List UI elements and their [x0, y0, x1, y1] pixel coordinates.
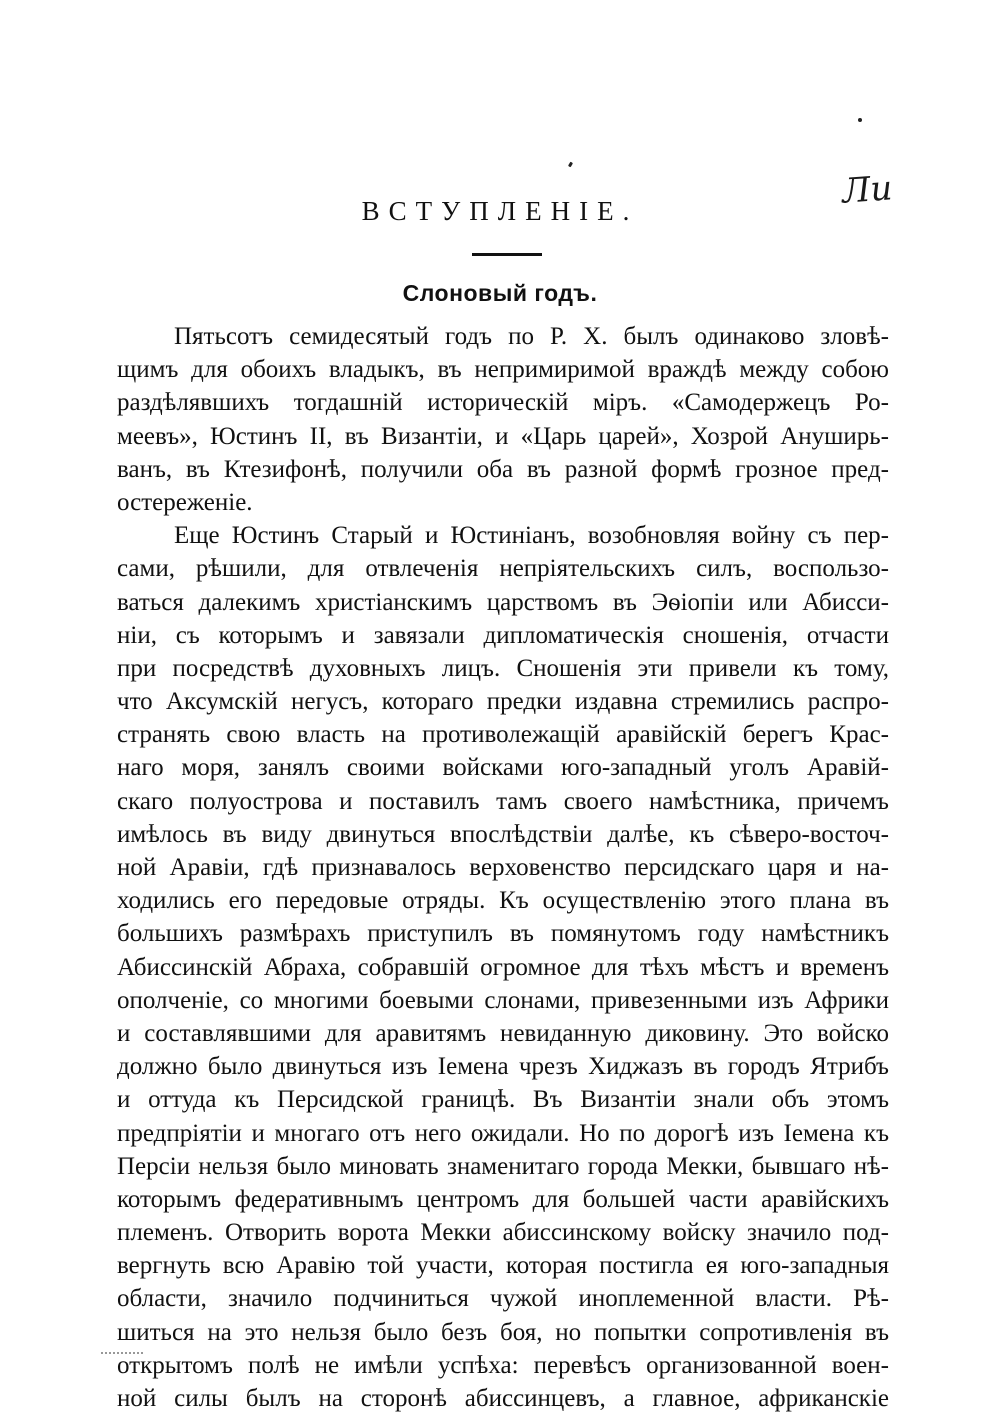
text-line: ванъ, въ Ктезифонѣ, получили оба въ разной формѣ грозное пред- — [117, 455, 889, 483]
text-line: и составлявшими для аравитямъ невиданную диковину. Это войско — [117, 1019, 889, 1047]
text-line: ваться далекимъ христіанскимъ царствомъ въ Эѳіопіи или Абисси- — [117, 588, 889, 616]
text-line: племенъ. Отворить ворота Мекки абиссинскому войску значило под- — [117, 1219, 889, 1247]
text-line: которымъ федеративнымъ центромъ для большей части аравійскихъ — [117, 1185, 889, 1213]
text-line: открытомъ полѣ не имѣли успѣха: перевѣсъ организованной воен- — [117, 1351, 889, 1379]
text-line: странять свою власть на противолежащій аравійскій берегъ Крас- — [117, 721, 889, 749]
handwritten-note: Ли — [840, 168, 894, 212]
text-line: предпріятіи и многаго отъ него ожидали. Но по дорогѣ изъ Іемена къ — [117, 1119, 889, 1147]
text-line: щимъ для обоихъ владыкъ, въ непримиримой враждѣ между собою — [117, 356, 889, 384]
text-line: шиться на это нельзя было безъ боя, но попытки сопротивленія въ — [117, 1318, 889, 1346]
scan-smudge — [101, 1352, 143, 1358]
text-line: ходились его передовые отряды. Къ осуществленію этого плана въ — [117, 887, 889, 915]
text-line: меевъ», Юстинъ II, въ Византіи, и «Царь царей», Хозрой Ануширь- — [117, 422, 889, 450]
text-line: скаго полуострова и поставилъ тамъ своего намѣстника, причемъ — [117, 787, 889, 815]
text-line: должно было двинуться изъ Іемена чрезъ Хиджазъ въ городъ Ятрибъ — [117, 1053, 889, 1081]
heading-divider — [472, 253, 542, 256]
text-line: при посредствѣ духовныхъ лицъ. Сношенія эти привели къ тому, — [117, 654, 889, 682]
text-line: и оттуда къ Персидской границѣ. Въ Византіи знали объ этомъ — [117, 1086, 889, 1114]
body-text — [117, 320, 889, 1415]
text-line: сами, рѣшили, для отвлеченія непріятельскихъ силъ, воспользо- — [117, 555, 889, 583]
text-line: области, значило подчиниться чужой иноплеменной власти. Рѣ- — [117, 1285, 889, 1313]
text-line: ополченіе, со многими боевыми слонами, привезенными изъ Африки — [117, 986, 889, 1014]
section-title: Слоновый годъ. — [402, 280, 598, 306]
text-line: Пятьсотъ семидесятый годъ по Р. Х. былъ одинаково зловѣ- — [174, 323, 889, 350]
ink-speck — [568, 162, 573, 168]
text-line: Еще Юстинъ Старый и Юстиніанъ, возобновляя войну съ пер- — [174, 522, 889, 550]
text-line: Абиссинскій Абраха, собравшій огромное для тѣхъ мѣстъ и временъ — [117, 953, 889, 981]
text-line: вергнуть всю Аравію той участи, которая постигла ея юго-западныя — [117, 1252, 889, 1280]
text-line: имѣлось въ виду двинуться впослѣдствіи далѣе, къ сѣверо-восточ- — [117, 820, 889, 848]
text-line: ной силы былъ на сторонѣ абиссинцевъ, а главное, африканскіе — [117, 1385, 889, 1412]
text-line: Персіи нельзя было миновать знаменитаго города Мекки, бывшаго нѣ- — [117, 1152, 889, 1180]
text-line: что Аксумскій негусъ, котораго предки издавна стремились распро- — [117, 688, 889, 716]
text-line: ніи, съ которымъ и завязали дипломатическія сношенія, отчасти — [117, 621, 889, 649]
chapter-heading: ВСТУПЛЕНІЕ. — [361, 196, 639, 226]
text-line: большихъ размѣрахъ приступилъ въ помянутомъ году намѣстникъ — [117, 920, 889, 948]
text-line: остереженіе. — [117, 488, 253, 516]
ink-speck — [858, 118, 862, 122]
text-line: наго моря, занялъ своими войсками юго-западный уголъ Аравій- — [117, 754, 889, 782]
text-line: ной Аравіи, гдѣ признавалось верховенство персидскаго царя и на- — [117, 854, 889, 881]
text-line: раздѣлявшихъ тогдашній историческій міръ. «Самодержецъ Ро- — [117, 389, 889, 417]
